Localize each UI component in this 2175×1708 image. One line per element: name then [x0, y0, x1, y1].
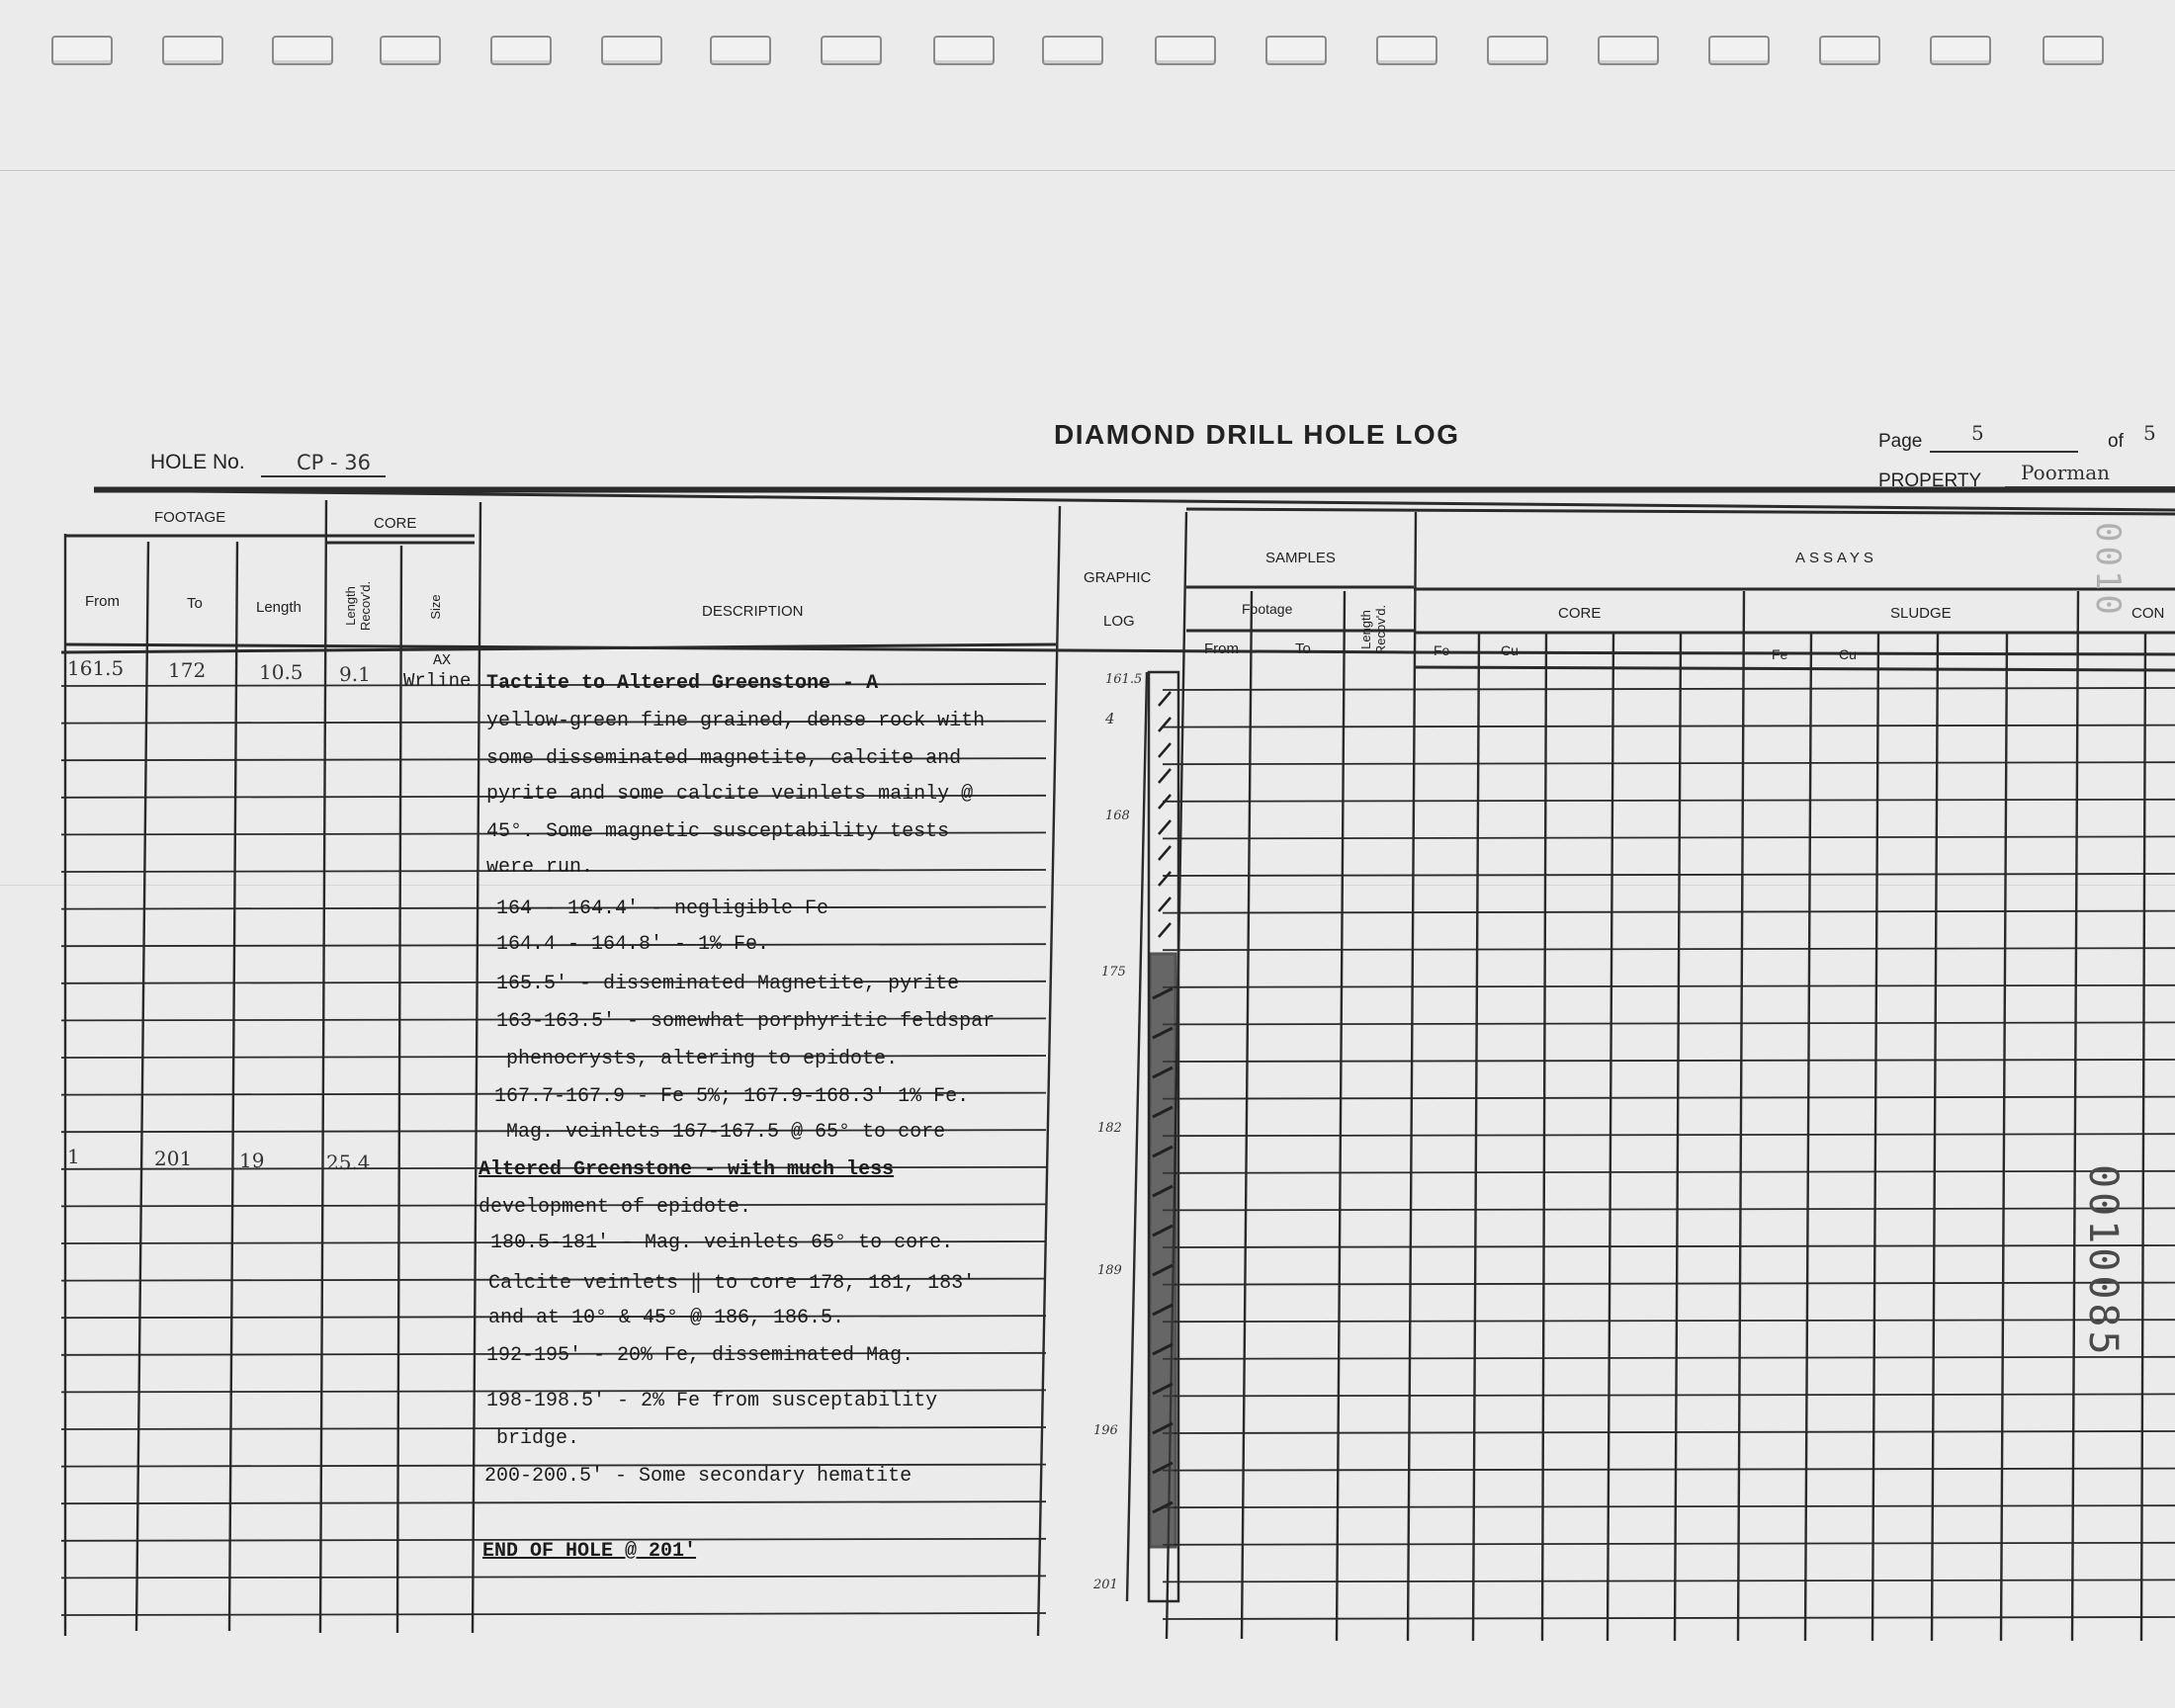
grid-row-line	[1163, 1617, 2175, 1619]
graphic-log-hatch	[1159, 692, 1171, 706]
form-title: DIAMOND DRILL HOLE LOG	[1054, 419, 1460, 450]
interval-length: 10.5	[259, 660, 304, 684]
archive-stamp-top: 0010	[2088, 522, 2128, 619]
grid-row-line	[1163, 762, 2175, 764]
grid-row-line	[1163, 1543, 2175, 1545]
grid-row-line	[1163, 1357, 2175, 1359]
graphic-log-border	[1127, 672, 1147, 1601]
graphic-depth-label: 175	[1101, 965, 1126, 980]
hole-no-underline	[261, 475, 386, 477]
grid-column-line	[1242, 591, 1252, 1639]
header-samples-footage: Footage	[1242, 601, 1293, 617]
grid-column-line	[1608, 633, 1613, 1641]
header-samples-length-recovd	[1358, 595, 1392, 664]
graphic-depth-label: 168	[1105, 809, 1130, 823]
grid-column-line	[2141, 633, 2145, 1641]
interval-length: 19	[239, 1149, 265, 1172]
property-underline	[2005, 486, 2175, 488]
grid-row-line	[1163, 836, 2175, 838]
grid-row-line	[1163, 1431, 2175, 1433]
desc-line: 192-195' - 20% Fe, disseminated Mag.	[486, 1344, 914, 1367]
header-length: Length	[256, 599, 302, 616]
header-description: DESCRIPTION	[702, 603, 804, 620]
graphic-depth-label: 196	[1093, 1423, 1118, 1438]
header-cu: Cu	[1501, 642, 1519, 658]
desc-line: bridge.	[496, 1427, 580, 1450]
hole-no-label: HOLE No.	[150, 451, 245, 473]
page-label: Page	[1878, 431, 1923, 452]
of-label: of	[2108, 431, 2124, 452]
header-length-recovd-1: Length	[343, 586, 358, 626]
interval-from: 1	[67, 1145, 80, 1168]
grid-column-line	[1805, 633, 1811, 1641]
grid-column-line	[136, 542, 148, 1631]
desc-line: 163-163.5' - somewhat porphyritic feldspar	[496, 1010, 996, 1033]
graphic-log-hatch	[1159, 923, 1171, 937]
grid-column-line	[1038, 506, 1060, 1636]
interval-to: 201	[154, 1147, 193, 1170]
header-graphic: GRAPHIC	[1084, 569, 1152, 586]
header-assays: ASSAYS	[1795, 550, 1877, 566]
grid-column-line	[397, 546, 401, 1633]
grid-row-line	[1163, 1134, 2175, 1136]
grid-row-line	[1163, 1283, 2175, 1285]
grid-row-line	[1163, 1394, 2175, 1396]
header-length-recovd	[343, 576, 377, 636]
property-value: Poorman	[2021, 461, 2111, 484]
grid-row-line	[1163, 1097, 2175, 1099]
graphic-log-hatch	[1159, 846, 1171, 860]
desc-line: 180.5-181' - Mag. veinlets 65° to core.	[490, 1232, 954, 1254]
property-label: PROPERTY	[1878, 470, 1982, 491]
desc-line: development of epidote.	[478, 1196, 752, 1219]
desc-line: phenocrysts, altering to epidote.	[506, 1048, 899, 1070]
grid-column-line	[1872, 633, 1878, 1641]
desc-line: Tactite to Altered Greenstone - A	[486, 672, 879, 695]
grid-row-line	[1163, 1245, 2175, 1247]
desc-line: 200-200.5' - Some secondary hematite	[484, 1465, 913, 1488]
interval-recovd: 25.4	[326, 1151, 371, 1174]
grid-column-line	[1675, 633, 1681, 1641]
grid-row-line	[1163, 948, 2175, 950]
graphic-log-hatch	[1159, 820, 1171, 834]
header-samples-len-2: Recov'd.	[1373, 604, 1388, 655]
header-footage: FOOTAGE	[154, 509, 226, 526]
header-cu-sludge: Cu	[1839, 646, 1857, 662]
desc-line: 45°. Some magnetic susceptability tests	[486, 820, 950, 843]
grid-row-line	[1163, 1505, 2175, 1507]
grid-column-line	[1337, 591, 1345, 1641]
archive-stamp-side: 0010085	[2080, 1164, 2126, 1359]
of-total-value: 5	[2143, 421, 2156, 445]
header-samples-to: To	[1295, 640, 1311, 657]
grid-column-line	[1473, 633, 1479, 1641]
grid-column-line	[473, 502, 480, 1633]
interval-size-2: Wrline	[403, 670, 472, 692]
desc-line: 198-198.5' - 2% Fe from susceptability	[486, 1390, 938, 1412]
graphic-depth-label: 201	[1093, 1578, 1118, 1592]
grid-column-line	[320, 500, 326, 1633]
grid-row-line	[1163, 688, 2175, 690]
desc-line: Calcite veinlets ‖ to core 178, 181, 183'	[488, 1272, 976, 1295]
grid-column-line	[229, 542, 237, 1631]
header-length-recovd-2: Recov'd.	[358, 580, 373, 632]
grid-row-line	[1163, 1208, 2175, 1210]
header-assay-con: CON	[2132, 605, 2165, 622]
grid-row-line	[1163, 1469, 2175, 1471]
header-assay-core: CORE	[1558, 605, 1602, 622]
page-value: 5	[1971, 421, 1984, 445]
header-log: LOG	[1103, 613, 1135, 630]
header-from: From	[85, 593, 120, 610]
graphic-depth-label: 182	[1097, 1121, 1122, 1136]
desc-line: were run.	[486, 856, 594, 879]
header-fe: Fe	[1434, 642, 1450, 658]
interval-recovd: 9.1	[339, 662, 371, 686]
interval-size-1: AX	[433, 652, 452, 669]
interval-to: 172	[168, 658, 207, 682]
grid-row-line	[1163, 985, 2175, 987]
desc-line: Altered Greenstone - with much less	[478, 1158, 895, 1181]
desc-line: and at 10° & 45° @ 186, 186.5.	[488, 1307, 845, 1329]
grid-row-line	[1163, 1171, 2175, 1173]
graphic-log-fill	[1150, 954, 1175, 1547]
grid-row-line	[61, 1613, 1046, 1615]
grid-column-line	[1932, 633, 1938, 1641]
grid-row-line	[1163, 726, 2175, 727]
graphic-depth-label: 189	[1097, 1263, 1122, 1278]
grid-row-line	[1163, 1320, 2175, 1322]
grid-column-line	[2001, 633, 2007, 1641]
grid-row-line	[1163, 800, 2175, 802]
desc-line: 167.7-167.9 - Fe 5%; 167.9-168.3' 1% Fe.	[494, 1085, 970, 1108]
grid-row-line	[1163, 1580, 2175, 1581]
grid-row-line	[61, 1501, 1046, 1503]
graphic-log-hatch	[1159, 743, 1171, 757]
desc-line: some disseminated magnetite, calcite and	[486, 747, 962, 770]
header-assay-sludge: SLUDGE	[1890, 605, 1952, 622]
desc-line: Mag. veinlets 167-167.5 @ 65° to core	[506, 1121, 946, 1144]
desc-line: pyrite and some calcite veinlets mainly @	[486, 783, 974, 806]
header-size: Size	[428, 594, 443, 620]
desc-line-end-of-hole: END OF HOLE @ 201'	[482, 1540, 697, 1563]
grid-column-line	[1542, 633, 1546, 1641]
grid-row-line	[1163, 911, 2175, 913]
header-to: To	[187, 595, 203, 612]
grid-column-line	[1738, 591, 1744, 1641]
header-samples-from: From	[1204, 640, 1239, 657]
header-core: CORE	[374, 515, 417, 532]
desc-line: 164 - 164.4' - negligible Fe	[496, 897, 829, 920]
graphic-depth-label: 4	[1105, 710, 1115, 727]
grid-row-line	[1163, 874, 2175, 876]
grid-row-line	[1163, 1022, 2175, 1024]
grid-row-line	[1163, 1060, 2175, 1062]
header-fe-sludge: Fe	[1772, 646, 1788, 662]
header-samples-len-1: Length	[1358, 610, 1373, 649]
header-samples: SAMPLES	[1265, 550, 1336, 566]
graphic-depth-label: 161.5	[1105, 672, 1143, 687]
desc-line: 165.5' - disseminated Magnetite, pyrite	[496, 973, 960, 995]
desc-line: 164.4 - 164.8' - 1% Fe.	[496, 933, 770, 956]
graphic-log-hatch	[1159, 769, 1171, 783]
graphic-log-hatch	[1159, 718, 1171, 731]
graphic-log-hatch	[1159, 872, 1171, 886]
grid-column-line	[2072, 591, 2078, 1641]
grid-column-line	[1408, 512, 1416, 1641]
interval-from: 161.5	[67, 656, 125, 680]
graphic-log-hatch	[1159, 897, 1171, 911]
page-underline	[1930, 451, 2078, 453]
grid-row-line	[61, 1576, 1046, 1578]
desc-line: yellow-green fine grained, dense rock with	[486, 710, 986, 732]
hole-no-value: CP - 36	[297, 451, 371, 474]
